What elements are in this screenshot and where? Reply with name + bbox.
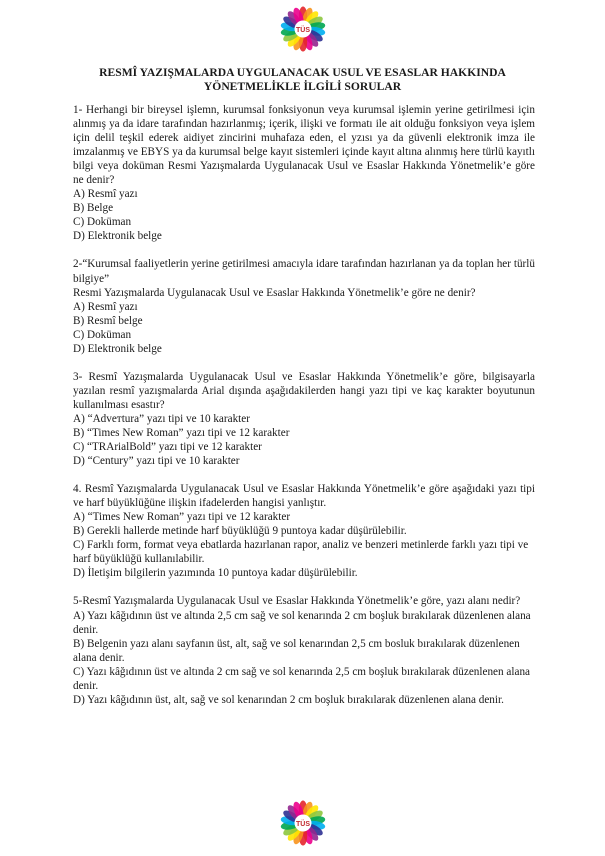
option-a: A) “Times New Roman” yazı tipi ve 12 karakter — [73, 511, 291, 524]
option-c: C) Doküman — [73, 216, 132, 229]
flower-logo-icon — [280, 800, 326, 846]
option-d: D) Elektronik belge — [73, 230, 162, 243]
option-c: C) “TRArialBold” yazı tipi ve 12 karakter — [73, 441, 262, 454]
option-a: A) Resmî yazı — [73, 300, 138, 313]
question-stem: 2-“Kurumsal faaliyetlerin yerine getirilmesi amacıyla idare tarafından hazırlanan ya da toplan her türlü bilgiye” — [73, 258, 535, 285]
logo-text: TÜS — [295, 27, 310, 34]
option-d: D) İletişim bilgilerin yazımında 10 puntoya kadar düşürülebilir. — [73, 567, 358, 580]
option-c: C) Farklı form, format veya ebatlarda hazırlanan rapor, analiz ve benzeri metinlerde farklı yazı tipi ve harf büyüklüğü kullanılabilir. — [73, 539, 529, 566]
option-d: D) Yazı kâğıdının üst, alt, sağ ve sol kenarından 2 cm boşluk bırakılarak düzenlenen alana denir. — [73, 693, 504, 706]
title-line-1: RESMÎ YAZIŞMALARDA UYGULANACAK USUL VE ESASLAR HAKKINDA — [99, 66, 506, 79]
question-2 — [73, 257, 535, 355]
option-b: B) Gerekli hallerde metinde harf büyüklüğü 9 puntoya kadar düşürülebilir. — [73, 525, 407, 538]
logo-text: TÜS — [295, 821, 310, 828]
option-b: B) Resmî belge — [73, 314, 143, 327]
questions-list — [73, 103, 535, 721]
option-a: A) Resmî yazı — [73, 188, 138, 201]
question-5 — [73, 594, 535, 706]
option-a: A) “Adveтtura” yazı tipi ve 10 karakter — [73, 412, 250, 425]
question-3 — [73, 370, 535, 468]
option-a: A) Yazı kâğıdının üst ve altında 2,5 cm sağ ve sol kenarında 2 cm boşluk bırakılarak düzenlenen alana denir. — [73, 609, 531, 636]
option-c: C) Yazı kâğıdının üst ve altında 2 cm sağ ve sol kenarında 2,5 cm boşluk bırakılarak düzenlenen alana denir. — [73, 665, 531, 692]
question-stem: 4. Resmî Yazışmalarda Uygulanacak Usul ve Esaslar Hakkında Yönetmelik’e göre aşağıdaki yazı tipi ve harf büyüklüğüne ilişkin ifadelerden hangisi yanlıştır. — [73, 483, 535, 510]
option-b: B) “Times New Roman” yazı tipi ve 12 karakter — [73, 426, 290, 439]
option-c: C) Doküman — [73, 328, 132, 341]
logo-top — [280, 6, 326, 52]
title-line-2: YÖNETMELİKLE İLGİLİ SORULAR — [203, 80, 402, 93]
option-b: B) Belgenin yazı alanı sayfanın üst, alt, sağ ve sol kenarından 2,5 cm bosluk bırakılarak düzenlenen alana denir. — [73, 637, 520, 664]
question-1 — [73, 103, 535, 243]
question-stem-2: Resmi Yazışmalarda Uygulanacak Usul ve Esaslar Hakkında Yönetmelik’e göre ne denir? — [73, 286, 476, 299]
logo-bottom — [280, 800, 326, 846]
option-d: D) Elektronik belge — [73, 342, 162, 355]
question-stem: 5-Resmî Yazışmalarda Uygulanacak Usul ve Esaslar Hakkında Yönetmelik’e göre, yazı alanı nedir? — [73, 595, 521, 608]
option-b: B) Belge — [73, 202, 114, 215]
question-stem: 1- Herhangi bir bireysel işlemn, kurumsal fonksiyonun veya kurumsal işlemin yerine getirilmesi için alınmış ya da idare tarafından hazırlanmış; içerik, ilişki ve formatı ile ait olduğu fonksiyon veya işlem için delil teşkil ederek aidiyet zincirini muhafaza eden, el yzısı ya da güvenli elektronik imza ile imzalanmış ve EBYS ya da kurumsal belge kayıt sistemleri içinde kayıt altına alınmış here türlü kayıtlı bilgi veya doküman Resmi Yazışmalarda Uygulanacak Usul ve Esaslar Hakkında Yönetmelik’e göre ne denir? — [73, 104, 535, 187]
document-title — [60, 66, 545, 94]
question-4 — [73, 482, 535, 580]
option-d: D) “Century” yazı tipi ve 10 karakter — [73, 455, 240, 468]
question-stem: 3- Resmî Yazışmalarda Uygulanacak Usul ve Esaslar Hakkında Yönetmelik’e göre, bilgisayarla yazılan resmî yazışmalarda Arial dışında aşağıdakilerden hangi yazı tipi ve kaç karakter boyutunun kullanılması esastır? — [73, 370, 535, 411]
flower-logo-icon — [280, 6, 326, 52]
